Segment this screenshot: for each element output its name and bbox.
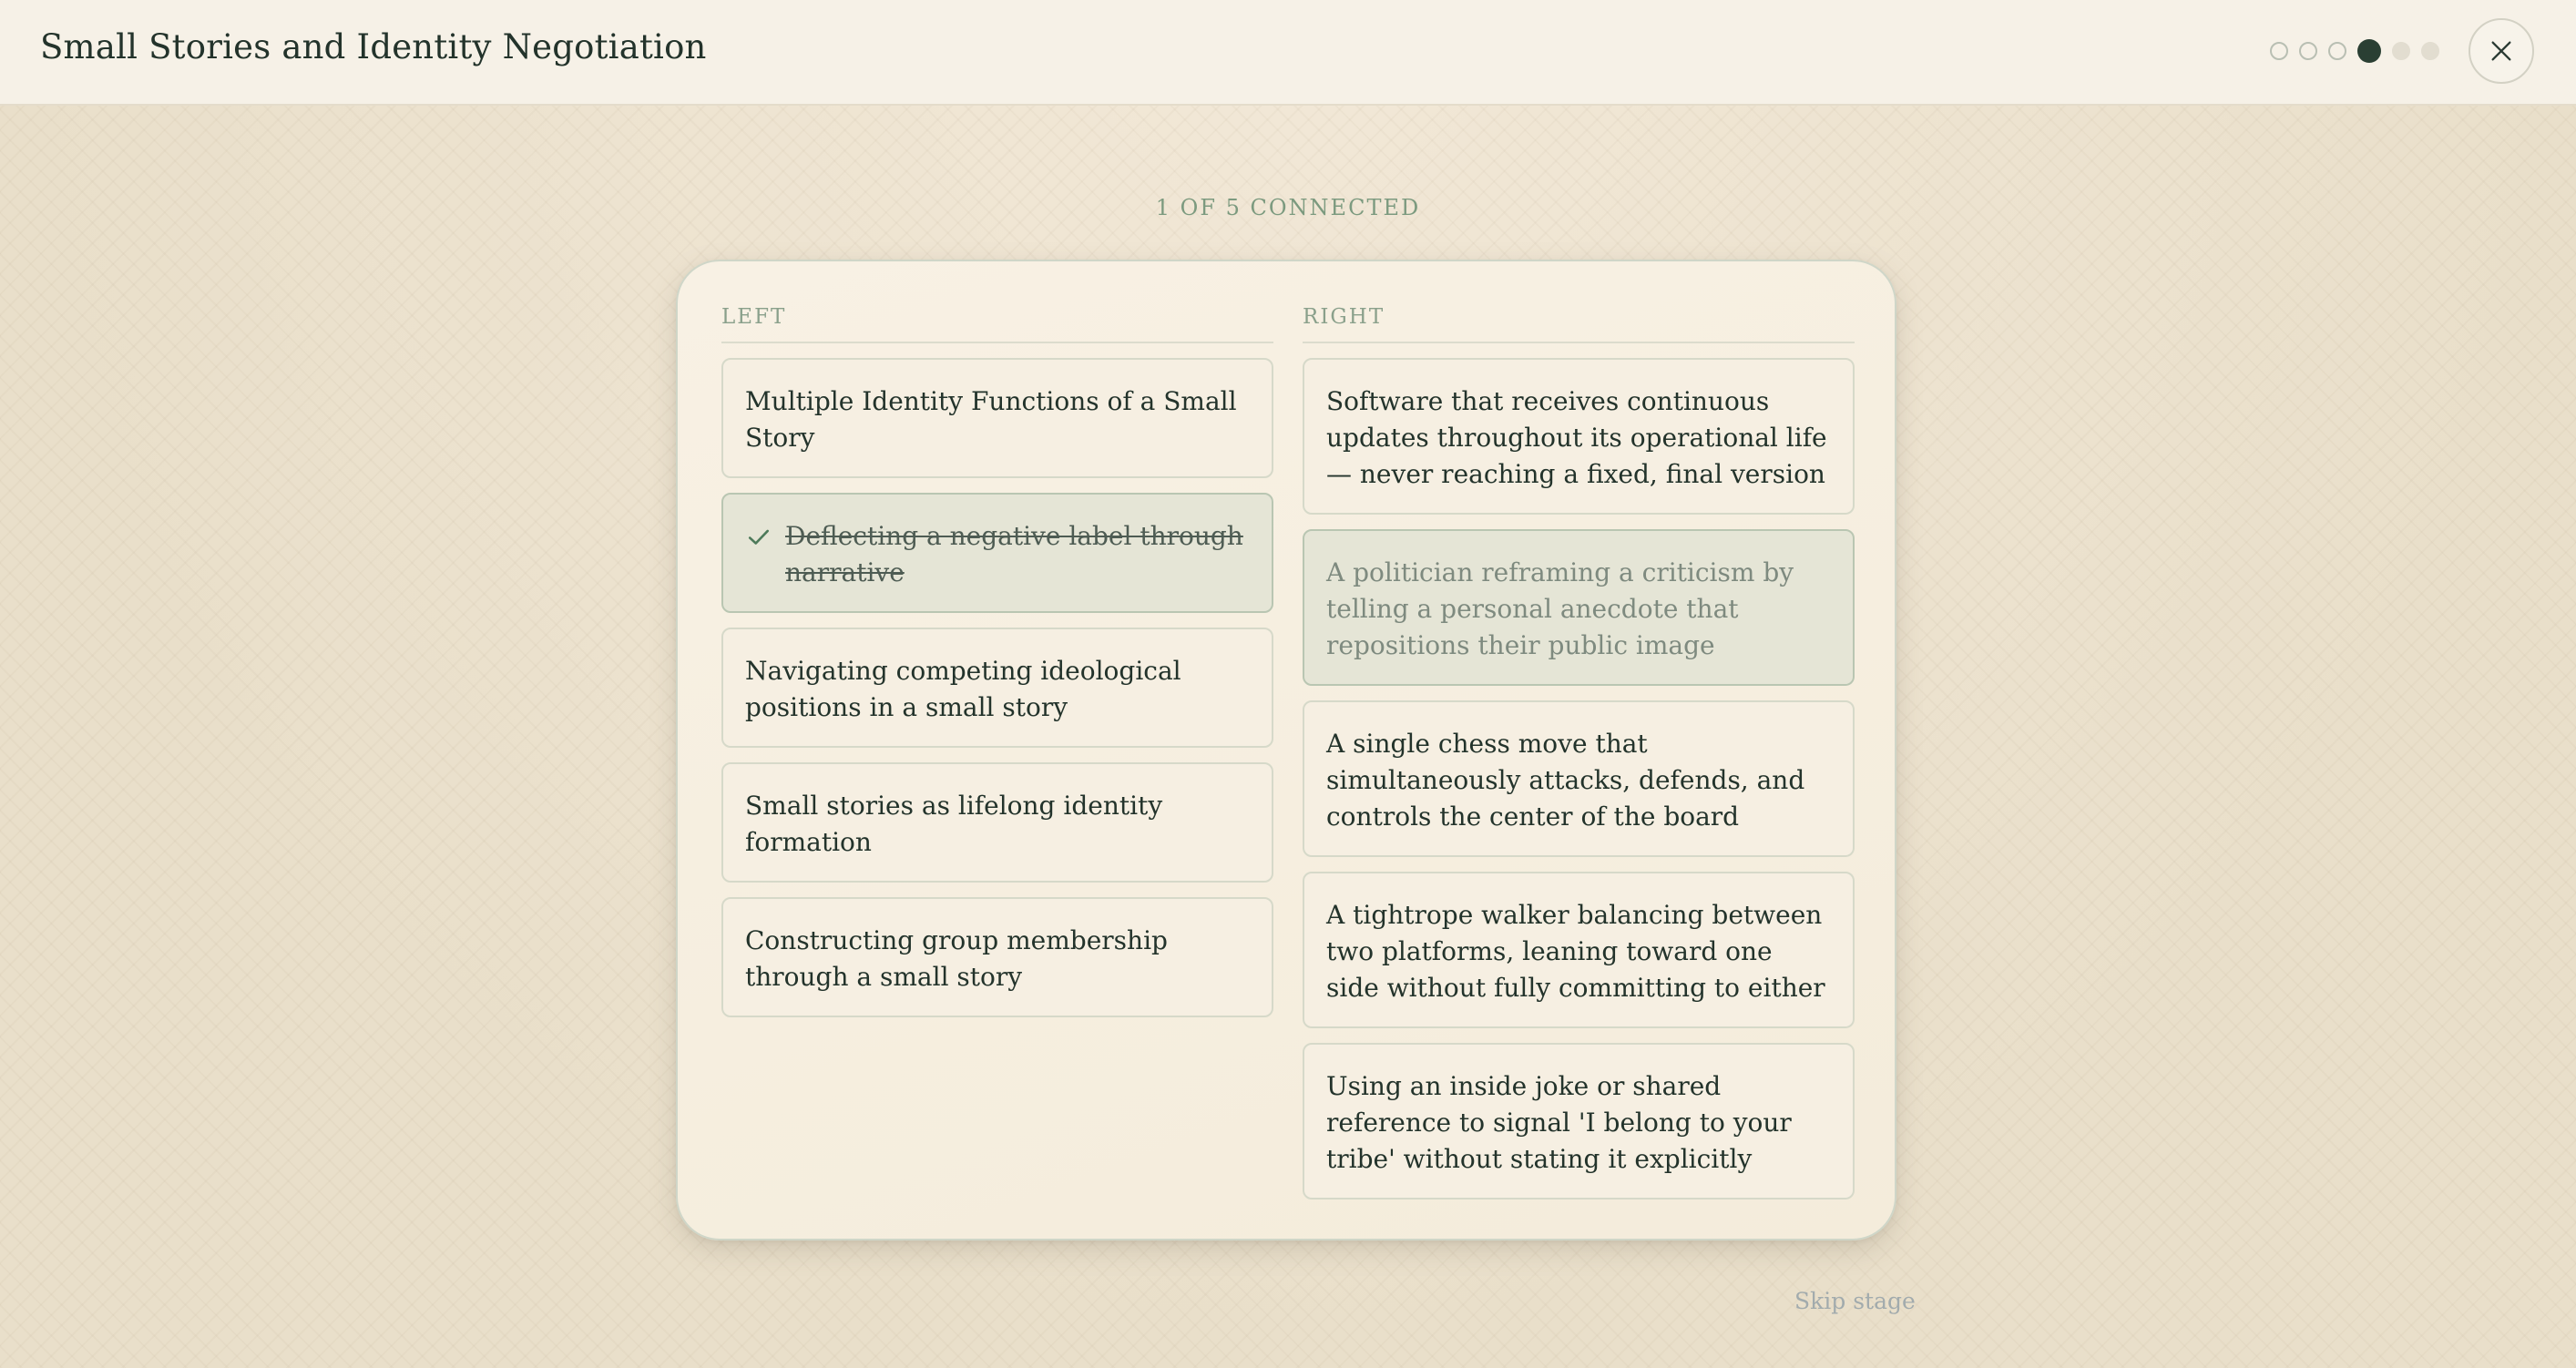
left-item-3[interactable] [721, 628, 1273, 748]
progress-dot-6 [2421, 42, 2439, 60]
progress-dot-2 [2299, 42, 2317, 60]
right-item-2-matched[interactable] [1303, 529, 1855, 686]
left-item-5[interactable] [721, 897, 1273, 1017]
right-item-3[interactable] [1303, 700, 1855, 857]
right-item-4[interactable] [1303, 872, 1855, 1028]
left-item-text: Small stories as lifelong identity formation [745, 791, 1163, 857]
right-item-text: A politician reframing a criticism by telling a personal anecdote that repositions their public image [1326, 557, 1794, 660]
right-item-text: A single chess move that simultaneously attacks, defends, and controls the center of the board [1326, 729, 1805, 832]
left-item-text: Multiple Identity Functions of a Small Story [745, 386, 1237, 453]
right-item-text: Using an inside joke or shared reference to signal 'I belong to your tribe' without stating it explicitly [1326, 1071, 1792, 1174]
right-column-heading: RIGHT [1303, 305, 1855, 343]
left-item-1[interactable] [721, 358, 1273, 478]
left-item-2-matched[interactable] [721, 493, 1273, 613]
page-title: Small Stories and Identity Negotiation [40, 27, 707, 66]
stage-progress [2270, 38, 2439, 64]
left-item-text: Navigating competing ideological positions in a small story [745, 656, 1181, 722]
close-icon [2489, 38, 2514, 64]
right-item-5[interactable] [1303, 1043, 1855, 1200]
left-column [721, 305, 1273, 1017]
progress-dot-1 [2270, 42, 2288, 60]
right-item-text: Software that receives continuous updates throughout its operational life — never reaching a fixed, final version [1326, 386, 1827, 489]
left-item-text: Deflecting a negative label through narrative [785, 521, 1243, 587]
top-bar [0, 0, 2576, 106]
checkmark-icon [747, 526, 771, 549]
progress-dot-3 [2328, 42, 2346, 60]
left-item-text: Constructing group membership through a small story [745, 925, 1168, 992]
right-column [1303, 305, 1855, 1200]
left-item-4[interactable] [721, 762, 1273, 883]
progress-dot-current [2357, 39, 2381, 63]
skip-stage-link[interactable]: Skip stage [1794, 1288, 1916, 1314]
connection-counter: 1 OF 5 CONNECTED [1155, 195, 1421, 220]
progress-dot-5 [2392, 42, 2410, 60]
right-item-1[interactable] [1303, 358, 1855, 515]
left-column-heading: LEFT [721, 305, 1273, 343]
matching-card [676, 260, 1896, 1240]
right-item-text: A tightrope walker balancing between two platforms, leaning toward one side without fully committing to either [1326, 900, 1825, 1003]
close-button[interactable] [2469, 18, 2534, 84]
